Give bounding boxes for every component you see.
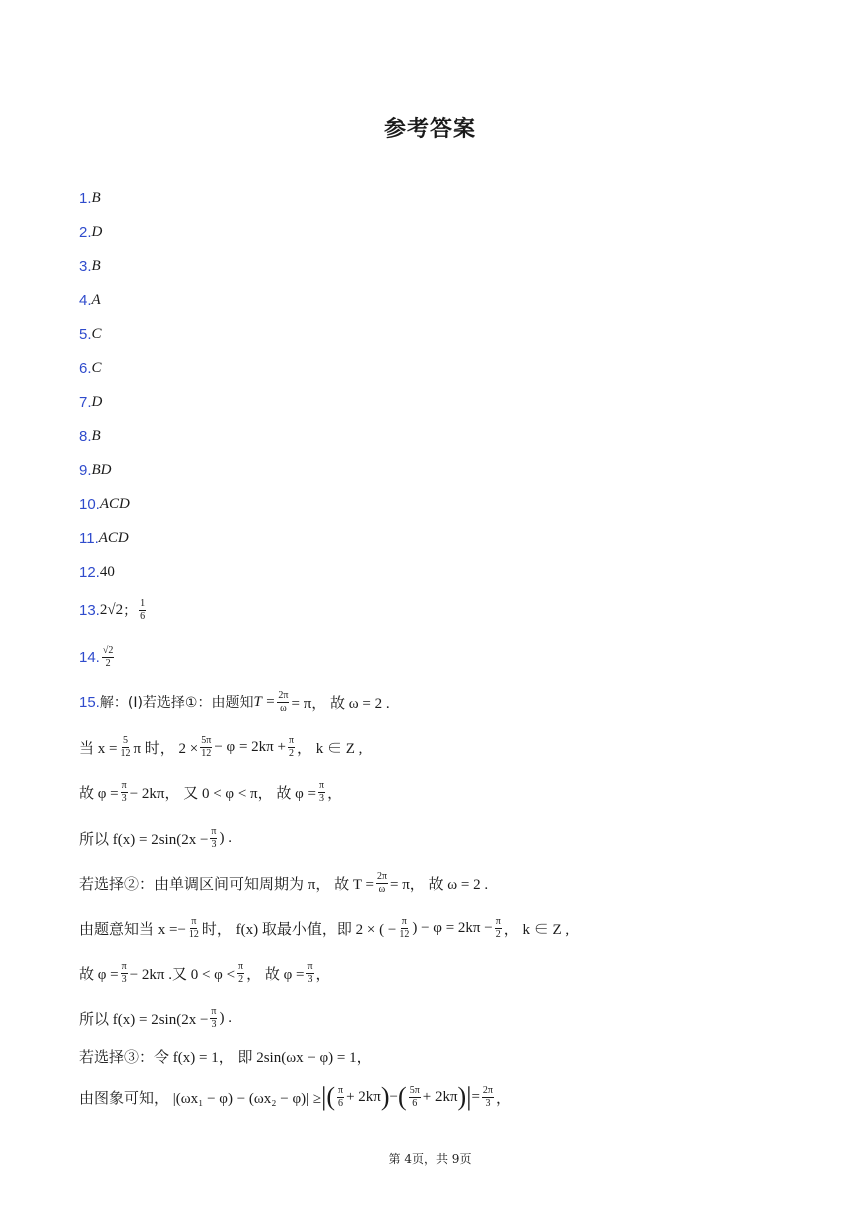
answer-value: ACD (98, 530, 129, 546)
fraction: $\frac{\pi}{2}$ (238, 961, 244, 985)
question-number: 8. (79, 428, 92, 445)
answer-10 (79, 496, 130, 513)
fraction: $\frac{2\pi}{\omega}$ (278, 690, 289, 714)
solution-line-8: 所以 f(x) = 2sin(2x − $\frac{\pi}{3}$ ) . (79, 1006, 232, 1030)
answer-value: A (91, 292, 101, 308)
answer-14-fraction: $\frac{√2}{2}$ (102, 645, 114, 669)
fraction: $\frac{\pi}{2}$ (288, 735, 294, 759)
fraction: $\frac{\pi}{3}$ (211, 1006, 217, 1030)
answer-7 (79, 394, 102, 411)
question-number: 5. (79, 326, 92, 343)
answer-value: B (91, 428, 101, 444)
fraction: $\frac{2\pi}{3}$ (482, 1085, 493, 1109)
solution-line-5: 若选择②：由单调区间可知周期为 π， 故 T = $\frac{2\pi}{\omega}$ = π， 故 ω = 2 . (79, 871, 489, 895)
question-number: 9. (79, 462, 92, 479)
answer-value: D (91, 394, 103, 410)
solution-line-7: 故 φ = $\frac{\pi}{3}$ − 2kπ .又 0 < φ < $\frac{\pi}{2}$ ， 故 φ = $\frac{\pi}{3}$ ， (79, 961, 331, 985)
fraction: $\frac{2\pi}{\omega}$ (376, 871, 387, 895)
solution-line-6: 由题意知当 x =− $\frac{\pi}{12}$ 时， f(x) 取最小值，即 2 × ( − $\frac{\pi}{12}$ ) − φ = 2kπ − $\frac{\pi}{2}$ ， k ∈ Z , (79, 916, 570, 940)
fraction: $\frac{5\pi}{6}$ (409, 1085, 420, 1109)
answer-value: D (91, 224, 103, 240)
answer-11 (79, 530, 129, 547)
fraction: $\frac{\pi}{2}$ (495, 916, 501, 940)
solution-line-3: 故 φ = $\frac{\pi}{3}$ − 2kπ， 又 0 < φ < π， 故 φ = $\frac{\pi}{3}$ ， (79, 780, 343, 804)
answer-14 (79, 645, 116, 669)
answer-13-fraction: $\frac{1}{6}$ (140, 598, 146, 622)
answer-3 (79, 258, 101, 275)
question-number: 12. (79, 564, 100, 581)
answer-value: B (91, 190, 101, 206)
solution-line-4: 所以 f(x) = 2sin(2x − $\frac{\pi}{3}$ ) . (79, 826, 232, 850)
solution-line-2: 当 x = $\frac{5}{12}$ π 时， 2 × $\frac{5\pi}{12}$ − φ = 2kπ + $\frac{\pi}{2}$ ， k ∈ Z , (79, 735, 363, 759)
answer-9 (79, 462, 112, 479)
answer-value: ACD (99, 496, 130, 512)
fraction: $\frac{\pi}{3}$ (211, 826, 217, 850)
fraction: $\frac{\pi}{3}$ (121, 780, 127, 804)
answer-4 (79, 292, 101, 309)
question-number: 10. (79, 496, 100, 513)
answer-value: C (91, 326, 102, 342)
question-number: 7. (79, 394, 92, 411)
fraction: $\frac{\pi}{12}$ (188, 916, 199, 940)
question-number: 6. (79, 360, 92, 377)
fraction: $\frac{\pi}{3}$ (307, 961, 313, 985)
question-number: 15. (79, 693, 100, 711)
question-number: 13. (79, 601, 100, 619)
fraction: $\frac{5}{12}$ (120, 735, 131, 759)
solution-line-10: 由图象可知， |(ωx₁ − φ) − (ωx₂ − φ)| ≥ | ( $\frac{\pi}{6}$ + 2kπ ) − ( $\frac{5\pi}{6}$ + 2kπ ) | = $\frac{2\pi}{3}$ ， (79, 1082, 511, 1111)
answer-8 (79, 428, 101, 445)
answer-value: B (91, 258, 101, 274)
solution-line-9: 若选择③：令 f(x) = 1， 即 2sin(ωx − φ) = 1， (79, 1050, 372, 1066)
question-number: 4. (79, 292, 92, 309)
answer-13 (79, 598, 148, 622)
question-number: 2. (79, 224, 92, 241)
answer-6 (79, 360, 102, 377)
answer-value: BD (91, 462, 112, 478)
answer-5 (79, 326, 102, 343)
separator: ； (123, 603, 138, 619)
fraction: $\frac{5\pi}{12}$ (201, 735, 212, 759)
fraction: $\frac{\pi}{12}$ (399, 916, 410, 940)
fraction: $\frac{\pi}{6}$ (338, 1085, 344, 1109)
page-footer: 第 4页，共 9页 (388, 1152, 472, 1166)
solution-line-1: 15. 解：(I)若选择①：由题知 T = $\frac{2\pi}{\omega}$ = π， 故 ω = 2 . (79, 690, 390, 714)
question-number: 14. (79, 648, 100, 666)
page-title: 参考答案 (383, 117, 476, 142)
answer-13-part1: 2√2 (99, 601, 124, 618)
answer-value: 40 (99, 564, 115, 580)
answer-2 (79, 224, 102, 241)
question-number: 1. (79, 190, 92, 207)
answer-value: C (91, 360, 102, 376)
question-number: 11. (79, 530, 99, 547)
fraction: $\frac{\pi}{3}$ (319, 780, 325, 804)
answer-1 (79, 190, 101, 207)
fraction: $\frac{\pi}{3}$ (121, 961, 127, 985)
answer-12 (79, 564, 115, 581)
question-number: 3. (79, 258, 92, 275)
